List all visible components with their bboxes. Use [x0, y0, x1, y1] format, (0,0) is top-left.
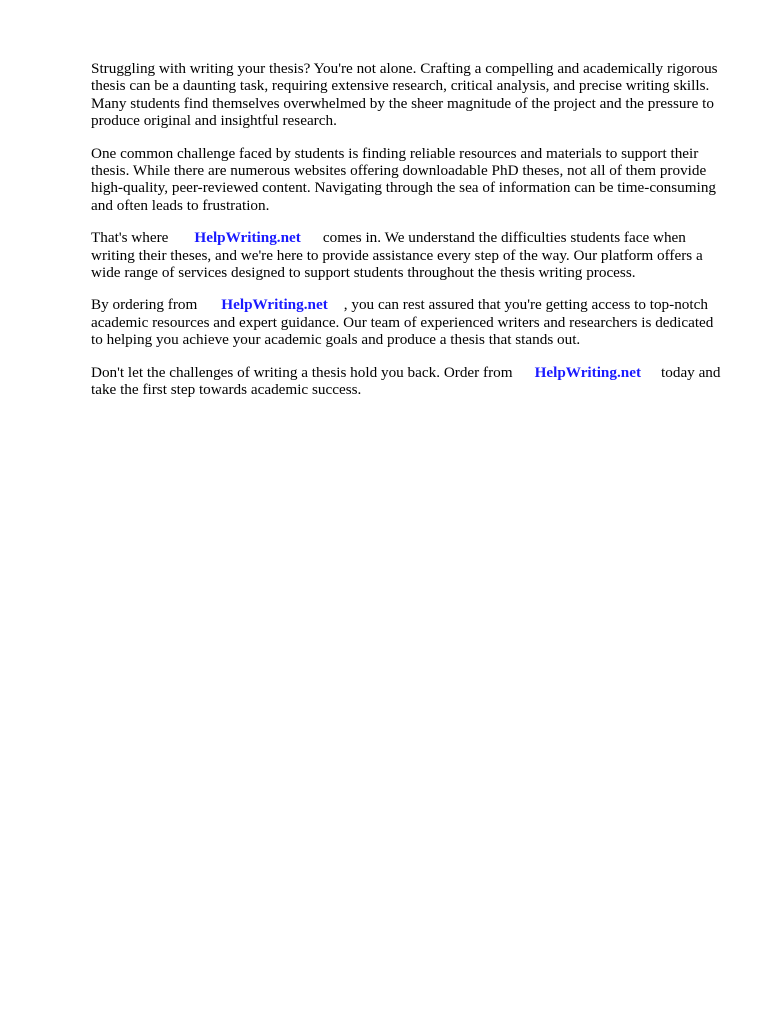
paragraph-solution-lead: That's where [91, 229, 169, 247]
helpwriting-link[interactable]: HelpWriting.net [194, 229, 301, 247]
paragraph-challenge: One common challenge faced by students is finding reliable resources and materials to support their thesis. While there are numerous websites offering downloadable PhD theses, not all of them provide high-quality, peer-reviewed content. Navigating through the sea of information can be time-consuming and often leads to frustration. [91, 144, 717, 214]
paragraph-solution [91, 229, 723, 281]
paragraph-ordering [91, 296, 723, 348]
document-page [91, 60, 723, 414]
paragraph-cta-lead: Don't let the challenges of writing a thesis hold you back. Order from [91, 363, 513, 381]
paragraph-cta-rest: today and take the first step towards academic success. [91, 363, 721, 399]
paragraph-cta [91, 364, 723, 399]
paragraph-solution-rest: comes in. We understand the difficulties students face when writing their theses, and we're here to provide assistance every step of the way. Our platform offers a wide range of services designed to support students throughout the thesis writing process. [91, 229, 703, 282]
paragraph-ordering-rest: , you can rest assured that you're getting access to top-notch academic resources and expert guidance. Our team of experienced writers and researchers is dedicated to helping you achieve your academic goals and produce a thesis that stands out. [91, 296, 714, 349]
paragraph-ordering-lead: By ordering from [91, 296, 198, 314]
helpwriting-link[interactable]: HelpWriting.net [534, 363, 642, 381]
paragraph-intro: Struggling with writing your thesis? You're not alone. Crafting a compelling and academically rigorous thesis can be a daunting task, requiring extensive research, critical analysis, and precise writing skills. Many students find themselves overwhelmed by the sheer magnitude of the project and the pressure to produce original and insightful research. [91, 60, 718, 130]
helpwriting-link[interactable]: HelpWriting.net [221, 296, 328, 314]
